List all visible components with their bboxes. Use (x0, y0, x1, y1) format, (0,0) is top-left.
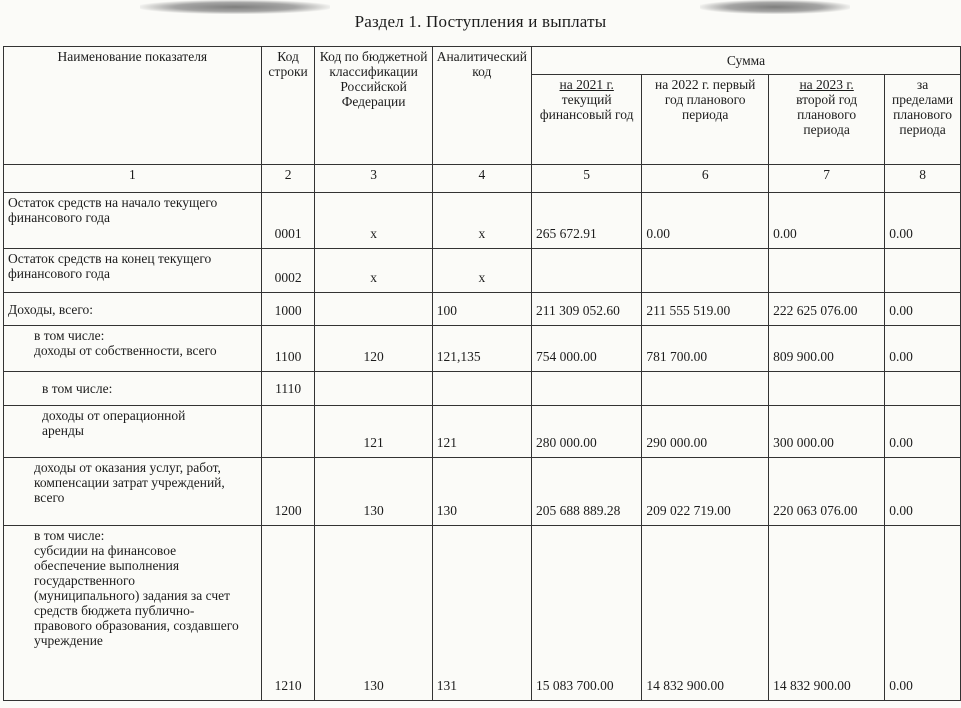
row-name: в том числе: (4, 372, 262, 406)
row-value-2023: 220 063 076.00 (769, 458, 885, 526)
column-number: 6 (642, 165, 769, 193)
column-number: 7 (769, 165, 885, 193)
row-value-2023: 14 832 900.00 (769, 526, 885, 701)
row-value-2022: 211 555 519.00 (642, 293, 769, 326)
receipts-payments-table (3, 46, 961, 701)
row-value-beyond: 0.00 (885, 406, 961, 458)
row-name: доходы от оказания услуг, работ, компенсации затрат учреждений, всего (4, 458, 262, 526)
table-row (4, 326, 961, 372)
table-row (4, 526, 961, 701)
header-analytic-code: Аналитический код (432, 47, 531, 165)
row-budget-code: x (315, 193, 432, 249)
row-value-2021: 280 000.00 (532, 406, 642, 458)
row-analytic-code: 121,135 (432, 326, 531, 372)
row-value-2023: 300 000.00 (769, 406, 885, 458)
table-row (4, 458, 961, 526)
row-name (4, 526, 262, 701)
header-year-2022-sub: год планового периода (664, 92, 746, 122)
row-value-beyond: 0.00 (885, 526, 961, 701)
column-number: 4 (432, 165, 531, 193)
column-number-row (4, 165, 961, 193)
row-budget-code (315, 293, 432, 326)
row-value-beyond (885, 372, 961, 406)
row-analytic-code: x (432, 193, 531, 249)
row-code: 1200 (261, 458, 315, 526)
table-row (4, 372, 961, 406)
row-analytic-code (432, 372, 531, 406)
header-sum: Сумма (532, 47, 961, 75)
row-name: Остаток средств на конец текущего финансового года (4, 249, 262, 293)
row-name: Остаток средств на начало текущего финансового года (4, 193, 262, 249)
row-budget-code: 121 (315, 406, 432, 458)
header-year-2021-label: на 2021 г. (559, 77, 614, 92)
row-code: 0002 (261, 249, 315, 293)
row-value-2023: 809 900.00 (769, 326, 885, 372)
column-number: 5 (532, 165, 642, 193)
row-code: 1210 (261, 526, 315, 701)
row-budget-code: 130 (315, 458, 432, 526)
row-value-2021: 265 672.91 (532, 193, 642, 249)
header-beyond: за пределами планового периода (885, 75, 961, 165)
row-name-text: доходы от собственности, всего (34, 343, 217, 358)
row-value-beyond: 0.00 (885, 293, 961, 326)
column-number: 8 (885, 165, 961, 193)
header-year-2023-sub: второй год планового периода (796, 92, 858, 137)
row-value-2023: 222 625 076.00 (769, 293, 885, 326)
row-value-2021: 211 309 052.60 (532, 293, 642, 326)
row-budget-code: 120 (315, 326, 432, 372)
header-year-2022-label: на 2022 г. первый (655, 77, 756, 92)
row-analytic-code: 131 (432, 526, 531, 701)
row-budget-code: x (315, 249, 432, 293)
row-name (4, 326, 262, 372)
table-row (4, 193, 961, 249)
row-value-2022: 0.00 (642, 193, 769, 249)
row-value-2021: 15 083 700.00 (532, 526, 642, 701)
row-code: 1110 (261, 372, 315, 406)
section-title: Раздел 1. Поступления и выплаты (354, 12, 607, 31)
header-name: Наименование показателя (4, 47, 262, 165)
column-number: 2 (261, 165, 315, 193)
column-number: 1 (4, 165, 262, 193)
row-value-2022: 290 000.00 (642, 406, 769, 458)
row-value-beyond: 0.00 (885, 458, 961, 526)
row-value-2021: 205 688 889.28 (532, 458, 642, 526)
header-year-2023-label: на 2023 г. (799, 77, 854, 92)
row-code: 1100 (261, 326, 315, 372)
header-row-1 (4, 47, 961, 75)
row-value-2022 (642, 249, 769, 293)
row-code: 0001 (261, 193, 315, 249)
row-name-prefix: в том числе: (34, 328, 105, 343)
row-name: доходы от операционной аренды (4, 406, 262, 458)
row-value-2022: 781 700.00 (642, 326, 769, 372)
row-value-2023: 0.00 (769, 193, 885, 249)
row-value-beyond (885, 249, 961, 293)
row-value-2023 (769, 249, 885, 293)
header-budget-code: Код по бюджетной классификации Российской Федерации (315, 47, 432, 165)
table-row (4, 406, 961, 458)
column-number: 3 (315, 165, 432, 193)
row-analytic-code: 130 (432, 458, 531, 526)
table-row (4, 293, 961, 326)
row-analytic-code: 100 (432, 293, 531, 326)
header-line-code: Код строки (261, 47, 315, 165)
header-year-2021-sub: текущий финансовый год (539, 92, 634, 122)
row-value-2021 (532, 249, 642, 293)
row-code (261, 406, 315, 458)
row-value-beyond: 0.00 (885, 193, 961, 249)
row-code: 1000 (261, 293, 315, 326)
row-value-2022: 14 832 900.00 (642, 526, 769, 701)
row-budget-code: 130 (315, 526, 432, 701)
header-year-2023 (769, 75, 885, 165)
header-year-2021 (532, 75, 642, 165)
row-analytic-code: x (432, 249, 531, 293)
row-value-2021: 754 000.00 (532, 326, 642, 372)
row-budget-code (315, 372, 432, 406)
row-value-2022 (642, 372, 769, 406)
row-value-beyond: 0.00 (885, 326, 961, 372)
row-value-2022: 209 022 719.00 (642, 458, 769, 526)
row-value-2023 (769, 372, 885, 406)
header-year-2022 (642, 75, 769, 165)
table-row (4, 249, 961, 293)
row-analytic-code: 121 (432, 406, 531, 458)
row-name-text: субсидии на финансовое обеспечение выполнения государственного (муниципального) задания за счет средств бюджета публично-правового образования, создавшего учреждение (34, 543, 239, 648)
row-name: Доходы, всего: (4, 293, 262, 326)
row-value-2021 (532, 372, 642, 406)
row-name-prefix: в том числе: (34, 528, 105, 543)
